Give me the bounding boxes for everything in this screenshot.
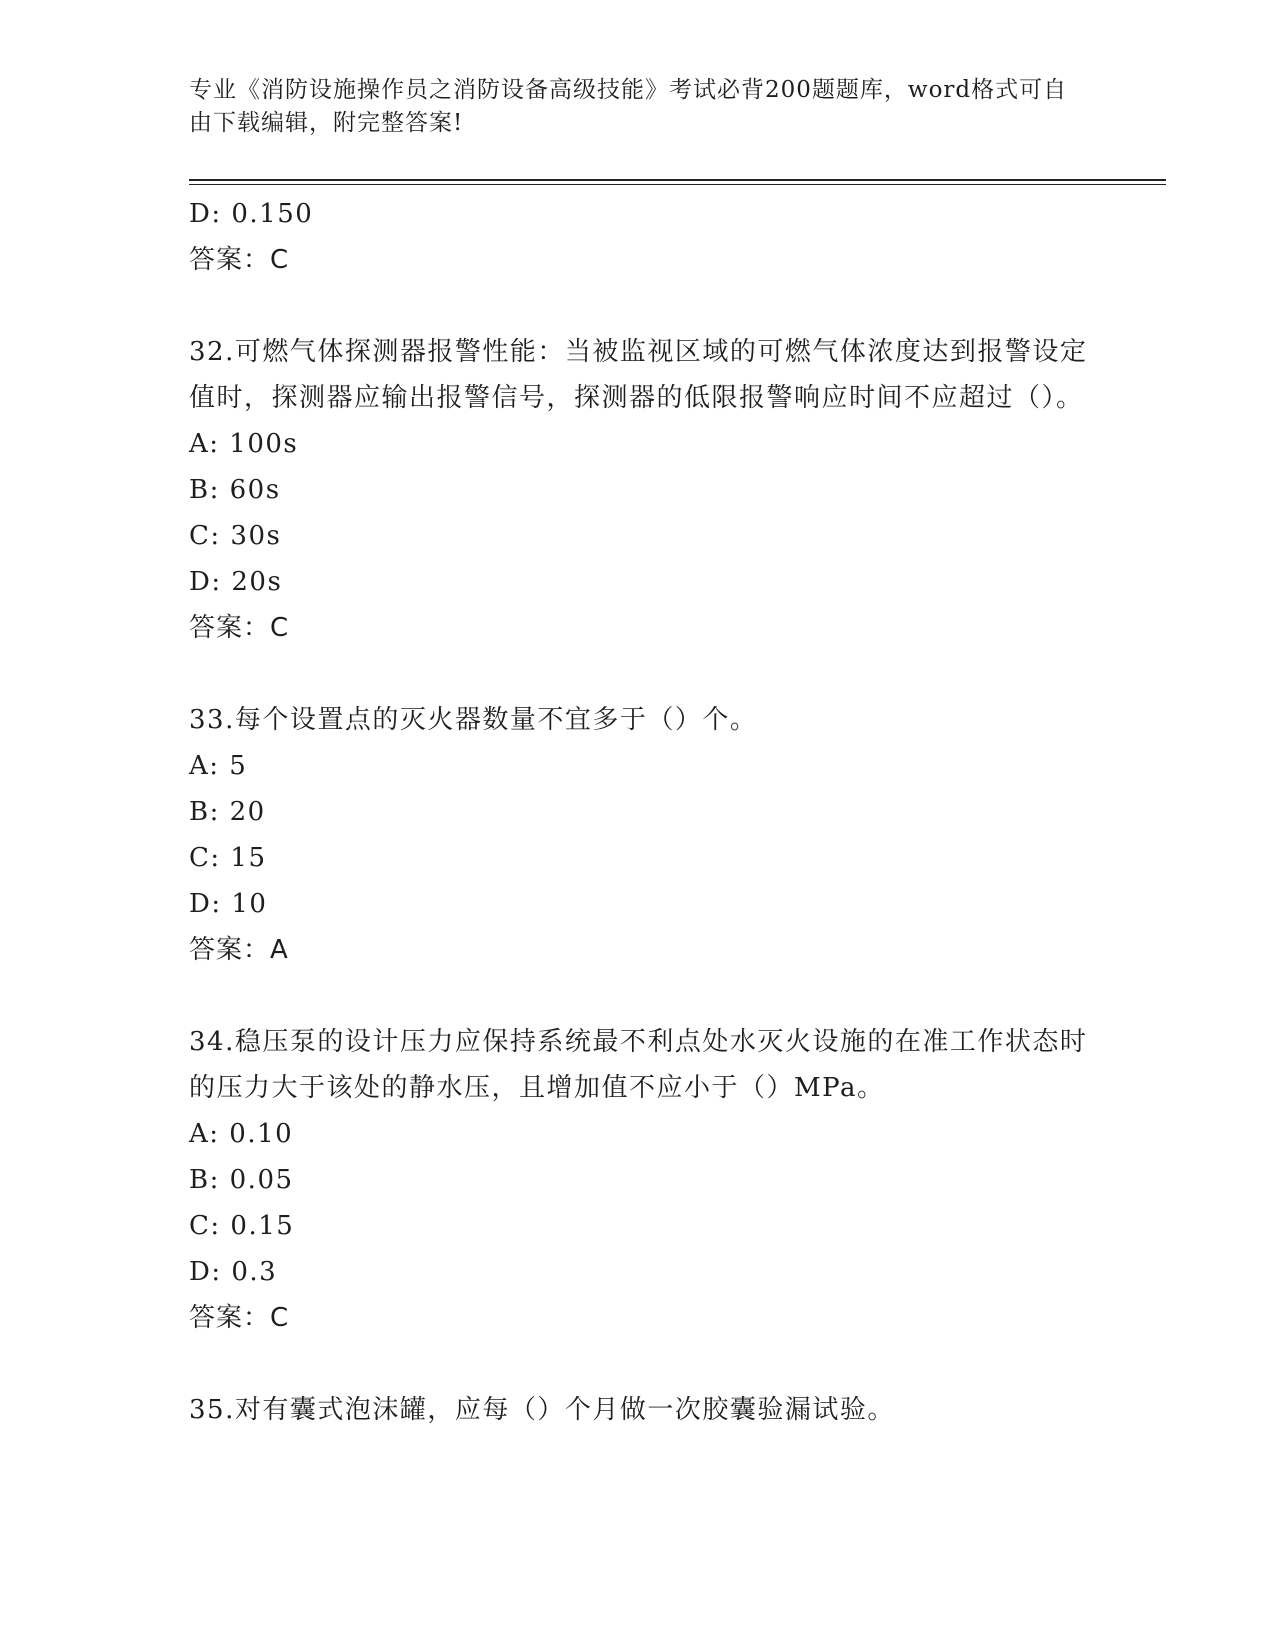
option-d: D: 10	[189, 889, 268, 919]
option-b: B: 60s	[189, 475, 281, 505]
option-c: C: 0.15	[189, 1211, 295, 1241]
option-a: A: 100s	[189, 429, 299, 459]
option-a: A: 0.10	[189, 1119, 294, 1149]
answer-line: 答案：C	[189, 1303, 290, 1333]
question-stem: 33.每个设置点的灭火器数量不宜多于（）个。	[189, 705, 758, 735]
option-d: D: 0.3	[189, 1257, 278, 1287]
option-c: C: 30s	[189, 521, 282, 551]
question-34	[189, 1019, 1089, 1341]
answer-line: 答案：C	[189, 613, 290, 643]
answer-line: 答案：A	[189, 935, 289, 965]
question-35	[189, 1387, 1089, 1433]
question-stem: 34.稳压泵的设计压力应保持系统最不利点处水灭火设施的在准工作状态时的压力大于该处的静水压，且增加值不应小于（）MPa。	[189, 1027, 1088, 1103]
option-d: D: 20s	[189, 567, 283, 597]
answer-line: 答案：C	[189, 245, 290, 275]
document-body	[189, 191, 1089, 1433]
option-d: D: 0.150	[189, 199, 314, 229]
option-b: B: 0.05	[189, 1165, 294, 1195]
question-stem: 32.可燃气体探测器报警性能：当被监视区域的可燃气体浓度达到报警设定值时，探测器应输出报警信号，探测器的低限报警响应时间不应超过（）。	[189, 337, 1088, 413]
header-divider	[189, 179, 1166, 185]
question-32	[189, 329, 1089, 651]
document-header: 专业《消防设施操作员之消防设备高级技能》考试必背200题题库，word格式可自由下载编辑，附完整答案!	[189, 77, 1068, 136]
question-33	[189, 697, 1089, 973]
option-a: A: 5	[189, 751, 248, 781]
option-b: B: 20	[189, 797, 266, 827]
option-c: C: 15	[189, 843, 267, 873]
question-stem: 35.对有囊式泡沫罐，应每（）个月做一次胶囊验漏试验。	[189, 1395, 895, 1425]
